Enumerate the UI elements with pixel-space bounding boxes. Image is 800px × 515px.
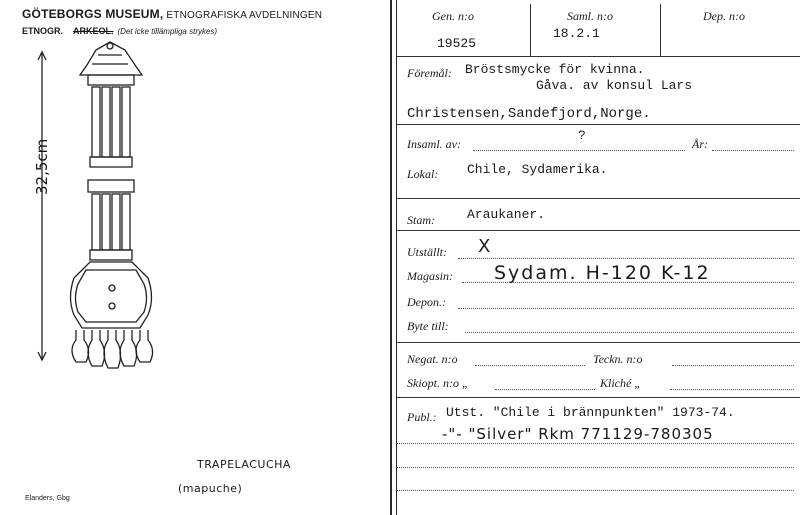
lokal-value: Chile, Sydamerika. bbox=[467, 162, 608, 177]
arkeol-label: ARKEOL. bbox=[73, 26, 114, 36]
publ-value: Utst. "Chile i brännpunkten" 1973-74. bbox=[446, 405, 735, 420]
column-separator bbox=[530, 4, 531, 56]
ar-label: År: bbox=[692, 137, 708, 151]
category-line bbox=[22, 26, 217, 36]
teckn-label: Teckn. n:o bbox=[593, 352, 643, 366]
strike-note: (Det icke tillämpliga strykes) bbox=[117, 27, 218, 36]
stam-label: Stam: bbox=[407, 213, 435, 227]
utstallt-value: X bbox=[478, 236, 492, 257]
donor-value: Christensen,Sandefjord,Norge. bbox=[407, 106, 651, 122]
department-name: ETNOGRAFISKA AVDELNINGEN bbox=[166, 10, 323, 21]
column-separator bbox=[660, 4, 661, 56]
dotted-line bbox=[458, 308, 794, 309]
foremal-label: Föremål: bbox=[407, 66, 452, 80]
gava-value: Gåva. av konsul Lars bbox=[536, 78, 693, 93]
dotted-line bbox=[458, 258, 794, 259]
publ-label: Publ.: bbox=[407, 410, 437, 424]
dotted-line bbox=[670, 389, 794, 390]
skiopt-label: Skiopt. n:o „ bbox=[407, 376, 469, 390]
insaml-value: ? bbox=[578, 128, 586, 143]
lokal-label: Lokal: bbox=[407, 167, 439, 181]
rule bbox=[397, 198, 800, 199]
dep-no-label: Dep. n:o bbox=[703, 9, 745, 23]
dotted-line bbox=[397, 443, 794, 444]
magasin-value: Sydam. H-120 K-12 bbox=[494, 262, 711, 284]
dotted-line bbox=[397, 490, 794, 491]
museum-name: GÖTEBORGS MUSEUM, bbox=[22, 7, 164, 21]
dotted-line bbox=[473, 150, 685, 151]
rule bbox=[397, 342, 800, 343]
handwritten-subname: (mapuche) bbox=[178, 482, 243, 495]
card-divider bbox=[390, 0, 392, 515]
dotted-line bbox=[672, 365, 794, 366]
rule bbox=[397, 124, 800, 125]
rule bbox=[397, 230, 800, 231]
dotted-line bbox=[397, 467, 794, 468]
handwritten-name: TRAPELACUCHA bbox=[197, 458, 291, 471]
museum-header bbox=[22, 7, 322, 21]
stam-value: Araukaner. bbox=[467, 207, 546, 222]
foremal-value: Bröstsmycke för kvinna. bbox=[465, 62, 645, 77]
printer-mark: Elanders, Gbg bbox=[25, 495, 70, 502]
etnogr-label: ETNOGR. bbox=[22, 26, 64, 36]
byte-label: Byte till: bbox=[407, 319, 449, 333]
card-divider-inner bbox=[396, 0, 397, 515]
publ-value-line2: -"- "Silver" Rkm 771129-780305 bbox=[442, 425, 714, 443]
kliche-label: Kliché „ bbox=[600, 376, 641, 390]
rule bbox=[397, 56, 800, 57]
magasin-label: Magasin: bbox=[407, 269, 453, 283]
dotted-line bbox=[495, 389, 595, 390]
pectoral-drawing bbox=[30, 40, 190, 380]
dotted-line bbox=[475, 365, 585, 366]
insaml-label: Insaml. av: bbox=[407, 137, 461, 151]
dotted-line bbox=[465, 332, 794, 333]
gen-no-value: 19525 bbox=[437, 36, 477, 51]
negat-label: Negat. n:o bbox=[407, 352, 458, 366]
rule bbox=[397, 397, 800, 398]
measurement-label: 32,5cm bbox=[33, 138, 51, 195]
depon-label: Depon.: bbox=[407, 295, 446, 309]
utstallt-label: Utställt: bbox=[407, 245, 448, 259]
gen-no-label: Gen. n:o bbox=[432, 9, 474, 23]
saml-no-value: 18.2.1 bbox=[553, 26, 600, 41]
saml-no-label: Saml. n:o bbox=[567, 9, 613, 23]
dotted-line bbox=[712, 150, 794, 151]
